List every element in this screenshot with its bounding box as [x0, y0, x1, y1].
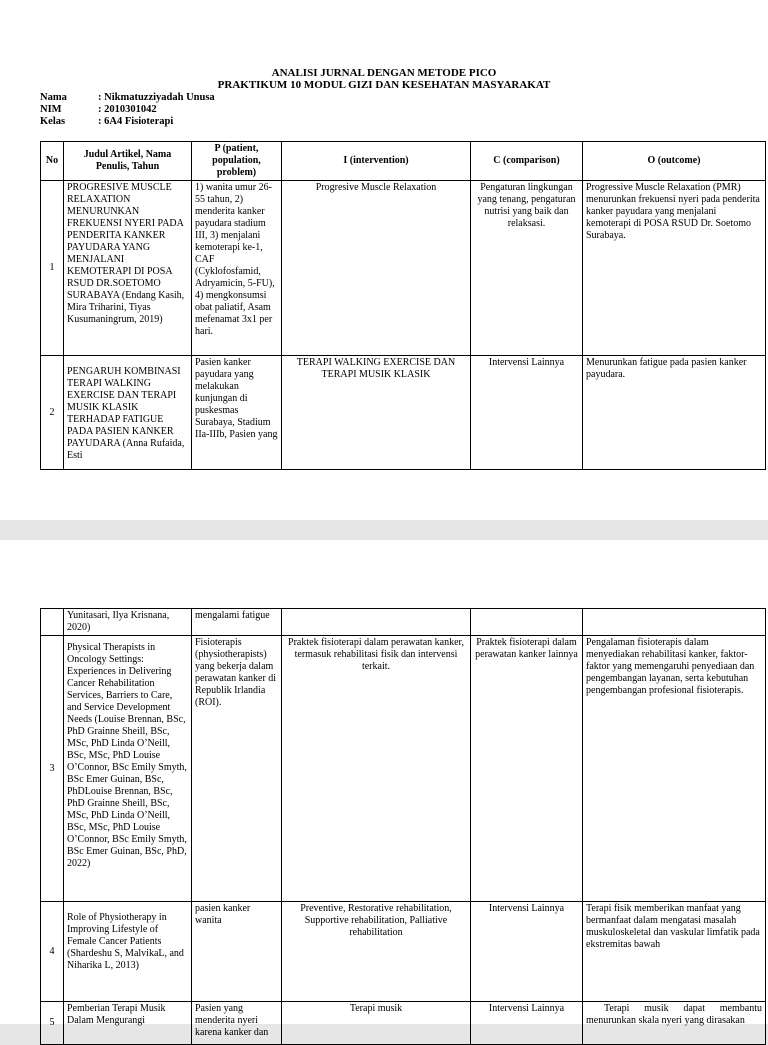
cell-c: Praktek fisioterapi dalam perawatan kanker lainnya: [471, 636, 583, 902]
table-row: [41, 356, 766, 470]
cell-p: Fisioterapis (physiotherapists) yang bekerja dalam perawatan kanker di Republik Irlandia (ROI).: [192, 636, 282, 902]
class-label: Kelas: [40, 116, 66, 127]
table-header-row: [41, 142, 766, 181]
name-value: : Nikmatuzziyadah Unusa: [98, 92, 215, 103]
cell-i: Progresive Muscle Relaxation: [282, 181, 471, 356]
table-row: [41, 902, 766, 1002]
cell-judul: PROGRESIVE MUSCLE RELAXATION MENURUNKAN FREKUENSI NYERI PADA PENDERITA KANKER PAYUDARA YANG MENJALANI KEMOTERAPI DI POSA RSUD DR.SOETOMO SURABAYA (Endang Kasih, Mira Triharini, Tiyas Kusumaningrum, 2019): [64, 181, 192, 356]
row-number: [41, 609, 64, 636]
cell-o: Progressive Muscle Relaxation (PMR) menurunkan frekuensi nyeri pada penderita kanker payudara yang menjalani kemoterapi di POSA RSUD Dr. Soetomo Surabaya.: [583, 181, 766, 356]
cell-c: Pengaturan lingkungan yang tenang, pengaturan nutrisi yang baik dan relaksasi.: [471, 181, 583, 356]
table-row-continuation: [41, 609, 766, 636]
pico-table-page-1: [40, 141, 766, 470]
cell-judul: Yunitasari, Ilya Krisnana, 2020): [64, 609, 192, 636]
nim-label: NIM: [40, 104, 62, 115]
cell-p: pasien kanker wanita: [192, 902, 282, 1002]
cell-o: Terapi fisik memberikan manfaat yang bermanfaat dalam mengatasi masalah muskuloskeletal dan vaskular limfatik pada ekstremitas bawah: [583, 902, 766, 1002]
student-nim-line: [40, 104, 157, 116]
student-name-line: [40, 92, 215, 104]
student-class-line: [40, 116, 173, 128]
document-title: ANALISI JURNAL DENGAN METODE PICO: [271, 67, 497, 79]
cell-c: Intervensi Lainnya: [471, 1002, 583, 1045]
row-number: 3: [41, 636, 64, 902]
cell-p: mengalami fatigue: [192, 609, 282, 636]
cell-i: Terapi musik: [282, 1002, 471, 1045]
cell-p: [192, 356, 282, 470]
table-row: [41, 636, 766, 902]
header-i: I (intervention): [282, 142, 471, 181]
row-number: 1: [41, 181, 64, 356]
cell-p-text: Pasien kanker payudara yang melakukan kunjungan di puskesmas Surabaya, Stadium IIa-IIIb, Pasien yang: [195, 357, 278, 440]
cell-o: [583, 1002, 766, 1045]
cell-c: Intervensi Lainnya: [471, 356, 583, 470]
cell-i: Preventive, Restorative rehabilitation, Supportive rehabilitation, Palliative rehabilitation: [282, 902, 471, 1002]
document-subtitle: PRAKTIKUM 10 MODUL GIZI DAN KESEHATAN MASYARAKAT: [217, 79, 551, 91]
name-label: Nama: [40, 92, 67, 103]
cell-judul: Role of Physiotherapy in Improving Lifestyle of Female Cancer Patients (Shardeshu S, MalvikaL, and Niharika L, 2013): [64, 902, 192, 1002]
header-judul: Judul Artikel, Nama Penulis, Tahun: [64, 142, 192, 181]
row-number: 2: [41, 356, 64, 470]
cell-p: Pasien yang menderita nyeri karena kanker dan: [192, 1002, 282, 1045]
row-number: 5: [41, 1002, 64, 1045]
table-row: [41, 1002, 766, 1045]
cell-o: [583, 609, 766, 636]
document-page-2: [0, 540, 768, 1038]
header-p: P (patient, population, problem): [192, 142, 282, 181]
cell-p: 1) wanita umur 26-55 tahun, 2) menderita kanker payudara stadium III, 3) menjalani kemoterapi ke-1, CAF (Cyklofosfamid, Adryamicin, 5-FU), 4) mengkonsumsi obat paliatif, Asam mefenamat 3x1 per hari.: [192, 181, 282, 356]
document-page-1: [0, 0, 768, 520]
cell-i: [282, 609, 471, 636]
pico-table-page-2: [40, 608, 766, 1045]
header-no: No: [41, 142, 64, 181]
cell-c: Intervensi Lainnya: [471, 902, 583, 1002]
cell-o: Pengalaman fisioterapis dalam menyediakan rehabilitasi kanker, faktor-faktor yang memengaruhi penyediaan dan pengembangan layanan, serta kebutuhan pengembangan profesional fisioterapis.: [583, 636, 766, 902]
cell-judul: Physical Therapists in Oncology Settings: Experiences in Delivering Cancer Rehabilitation Services, Barriers to Care, and Service Development Needs (Louise Brennan, BSc, PhD Grainne Sheill, BSc, MSc, PhD Linda O’Neill, BSc, MSc, PhD Louise O’Connor, BSc Emily Smyth, BSc Emer Guinan, BSc, PhDLouise Brennan, BSc, PhD Grainne Sheill, BSc, MSc, PhD Linda O’Neill, BSc, MSc, PhD Louise O’Connor, BSc Emily Smyth, BSc Emer Guinan, BSc, PhD, 2022): [64, 636, 192, 902]
cell-i: Praktek fisioterapi dalam perawatan kanker, termasuk rehabilitasi fisik dan intervensi terkait.: [282, 636, 471, 902]
nim-value: : 2010301042: [98, 104, 157, 115]
table-row: [41, 181, 766, 356]
cell-judul: Pemberian Terapi Musik Dalam Mengurangi: [64, 1002, 192, 1045]
cell-c: [471, 609, 583, 636]
cell-o-text: Terapi musik dapat membantu menurunkan skala nyeri yang dirasakan: [586, 1003, 762, 1026]
cell-judul-text: PENGARUH KOMBINASI TERAPI WALKING EXERCISE DAN TERAPI MUSIK KLASIK TERHADAP FATIGUE PADA PASIEN KANKER PAYUDARA (Anna Rufaida, Esti: [67, 366, 185, 461]
class-value: : 6A4 Fisioterapi: [98, 116, 174, 127]
row-number: 4: [41, 902, 64, 1002]
header-o: O (outcome): [583, 142, 766, 181]
cell-judul: [64, 356, 192, 470]
header-c: C (comparison): [471, 142, 583, 181]
cell-i: TERAPI WALKING EXERCISE DAN TERAPI MUSIK KLASIK: [282, 356, 471, 470]
cell-o: Menurunkan fatigue pada pasien kanker payudara.: [583, 356, 766, 470]
